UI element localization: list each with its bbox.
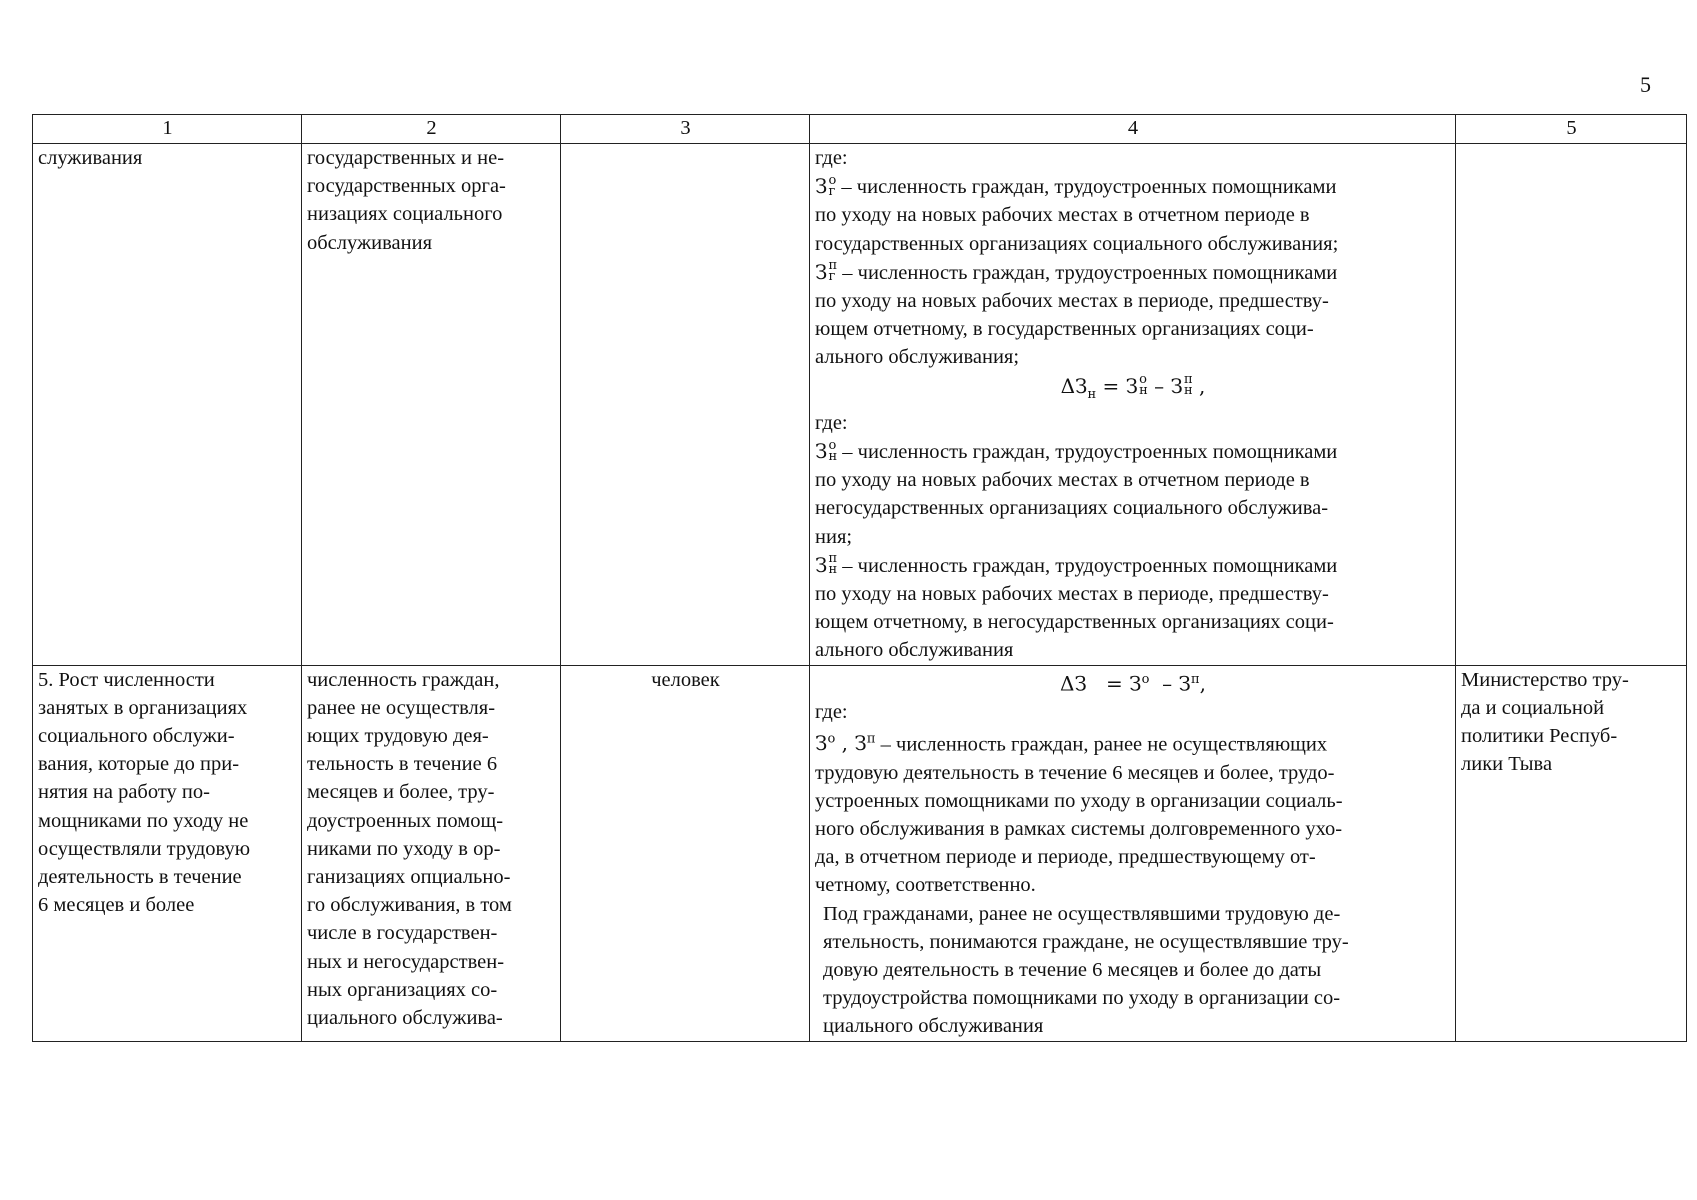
definition-2: З п г – численность граждан, трудоустроенных помощниками bbox=[815, 258, 1338, 285]
row1-desc-line: низациях социального bbox=[307, 203, 503, 226]
row1-description-cell bbox=[302, 144, 561, 666]
row2-unit-cell: человек bbox=[561, 665, 810, 1041]
table-row bbox=[33, 665, 1687, 1041]
definition-line: ального обслуживания; bbox=[815, 346, 1020, 369]
definition-4: З п н – численность граждан, трудоустроенных помощниками bbox=[815, 551, 1338, 578]
indicator-table bbox=[32, 114, 1687, 1042]
definition-line: ния; bbox=[815, 525, 853, 548]
row1-desc-line: государственных и не- bbox=[307, 147, 505, 169]
row2-desc-line: ных организациях со- bbox=[307, 978, 498, 1001]
symbol: З о н bbox=[815, 437, 838, 464]
note-line: Под гражданами, ранее не осуществлявшими трудовую де- bbox=[823, 902, 1341, 925]
row2-responsible-line: политики Респуб- bbox=[1461, 725, 1618, 748]
row2-indicator-line: социального обслужи- bbox=[38, 725, 235, 748]
row2-desc-line: месяцев и более, тру- bbox=[307, 781, 495, 804]
definition-line: да, в отчетном периоде и периоде, предшествующему от- bbox=[815, 846, 1316, 869]
definition-line: ющем отчетному, в негосударственных организациях соци- bbox=[815, 611, 1334, 634]
table-row bbox=[33, 144, 1687, 666]
note-line: трудоустройства помощниками по уходу в организации со- bbox=[823, 987, 1341, 1010]
row2-desc-line: никами по уходу в ор- bbox=[307, 837, 501, 860]
row1-indicator-cell bbox=[33, 144, 302, 666]
header-col-2: 2 bbox=[302, 115, 561, 144]
symbol: З п н bbox=[815, 551, 838, 578]
page-number: 5 bbox=[1640, 72, 1651, 97]
note-line: циального обслуживания bbox=[823, 1015, 1044, 1038]
row2-responsible-line: Министерство тру- bbox=[1461, 668, 1629, 691]
row2-indicator-cell bbox=[33, 665, 302, 1041]
row2-desc-line: ранее не осуществля- bbox=[307, 696, 496, 719]
where-label: где: bbox=[815, 411, 848, 434]
row2-desc-line: доустроенных помощ- bbox=[307, 809, 504, 832]
row1-desc-line: обслуживания bbox=[307, 231, 433, 254]
row1-method-cell bbox=[810, 144, 1456, 666]
header-col-4: 4 bbox=[810, 115, 1456, 144]
note-paragraph bbox=[815, 900, 1451, 1041]
row2-desc-line: тельность в течение 6 bbox=[307, 753, 498, 776]
header-col-5: 5 bbox=[1456, 115, 1687, 144]
row2-desc-line: го обслуживания, в том bbox=[307, 894, 512, 917]
table-header-row bbox=[33, 115, 1687, 144]
row2-responsible-line: лики Тыва bbox=[1461, 753, 1553, 776]
row2-desc-line: численность граждан, bbox=[307, 668, 500, 691]
row1-desc-line: государственных орга- bbox=[307, 175, 506, 198]
row1-unit-cell bbox=[561, 144, 810, 666]
definition-line: по уходу на новых рабочих местах в отчетном периоде в bbox=[815, 204, 1310, 227]
definition-5: $З^о$ , $З^п$ – численность граждан, ранее не осуществляющих bbox=[815, 731, 1328, 756]
row2-method-cell bbox=[810, 665, 1456, 1041]
row2-indicator-line: 5. Рост численности bbox=[38, 668, 215, 691]
where-label: где: bbox=[815, 700, 848, 723]
note-line: довую деятельность в течение 6 месяцев и более до даты bbox=[823, 959, 1322, 981]
definition-line: трудовую деятельность в течение 6 месяцев и более, трудо- bbox=[815, 761, 1335, 784]
row2-desc-line: ющих трудовую дея- bbox=[307, 725, 489, 748]
row2-desc-line: числе в государствен- bbox=[307, 922, 498, 945]
row2-desc-line: циального обслужива- bbox=[307, 1007, 503, 1030]
header-col-3: 3 bbox=[561, 115, 810, 144]
row2-indicator-line: осуществляли трудовую bbox=[38, 837, 251, 860]
definition-1: З о г – численность граждан, трудоустроенных помощниками bbox=[815, 172, 1337, 199]
definition-line: по уходу на новых рабочих местах в периоде, предшеству- bbox=[815, 290, 1329, 313]
definition-line: негосударственных организациях социального обслужива- bbox=[815, 497, 1329, 520]
row1-indicator-text: служивания bbox=[38, 147, 143, 169]
row2-responsible-line: да и социальной bbox=[1461, 696, 1605, 719]
row2-indicator-line: деятельность в течение bbox=[38, 866, 242, 889]
definition-line: государственных организациях социального обслуживания; bbox=[815, 232, 1339, 255]
formula: ΔЗ = $З^о - З^п$, bbox=[1060, 671, 1206, 696]
definition-line: по уходу на новых рабочих местах в периоде, предшеству- bbox=[815, 583, 1329, 606]
definition-line: четному, соответственно. bbox=[815, 874, 1036, 897]
row2-desc-line: ганизациях опциально- bbox=[307, 866, 511, 889]
symbol: З п г bbox=[815, 258, 838, 285]
symbol: $З^о$ , $З^п$ bbox=[815, 731, 876, 756]
row2-desc-line: ных и негосударствен- bbox=[307, 950, 505, 973]
definition-line: по уходу на новых рабочих местах в отчетном периоде в bbox=[815, 469, 1310, 492]
row2-description-cell bbox=[302, 665, 561, 1041]
row2-responsible-cell bbox=[1456, 665, 1687, 1041]
definition-3: З о н – численность граждан, трудоустроенных помощниками bbox=[815, 437, 1338, 464]
definition-line: ального обслуживания bbox=[815, 639, 1014, 662]
symbol: З о г bbox=[815, 172, 837, 199]
note-line: ятельность, понимаются граждане, не осуществлявшие тру- bbox=[823, 930, 1349, 953]
row2-indicator-line: нятия на работу по- bbox=[38, 781, 210, 804]
header-col-1: 1 bbox=[33, 115, 302, 144]
row2-indicator-line: мощниками по уходу не bbox=[38, 809, 249, 832]
definition-line: ющем отчетному, в государственных организациях соци- bbox=[815, 318, 1314, 341]
formula: $\Delta З_н = З$ о н – З п н , bbox=[1060, 372, 1206, 402]
row2-indicator-line: вания, которые до при- bbox=[38, 753, 240, 776]
where-label: где: bbox=[815, 147, 848, 169]
definition-line: ного обслуживания в рамках системы долговременного ухо- bbox=[815, 817, 1343, 840]
row1-responsible-cell bbox=[1456, 144, 1687, 666]
row2-indicator-line: занятых в организациях bbox=[38, 696, 248, 719]
definition-line: устроенных помощниками по уходу в организации социаль- bbox=[815, 789, 1343, 812]
row2-indicator-line: 6 месяцев и более bbox=[38, 894, 195, 917]
